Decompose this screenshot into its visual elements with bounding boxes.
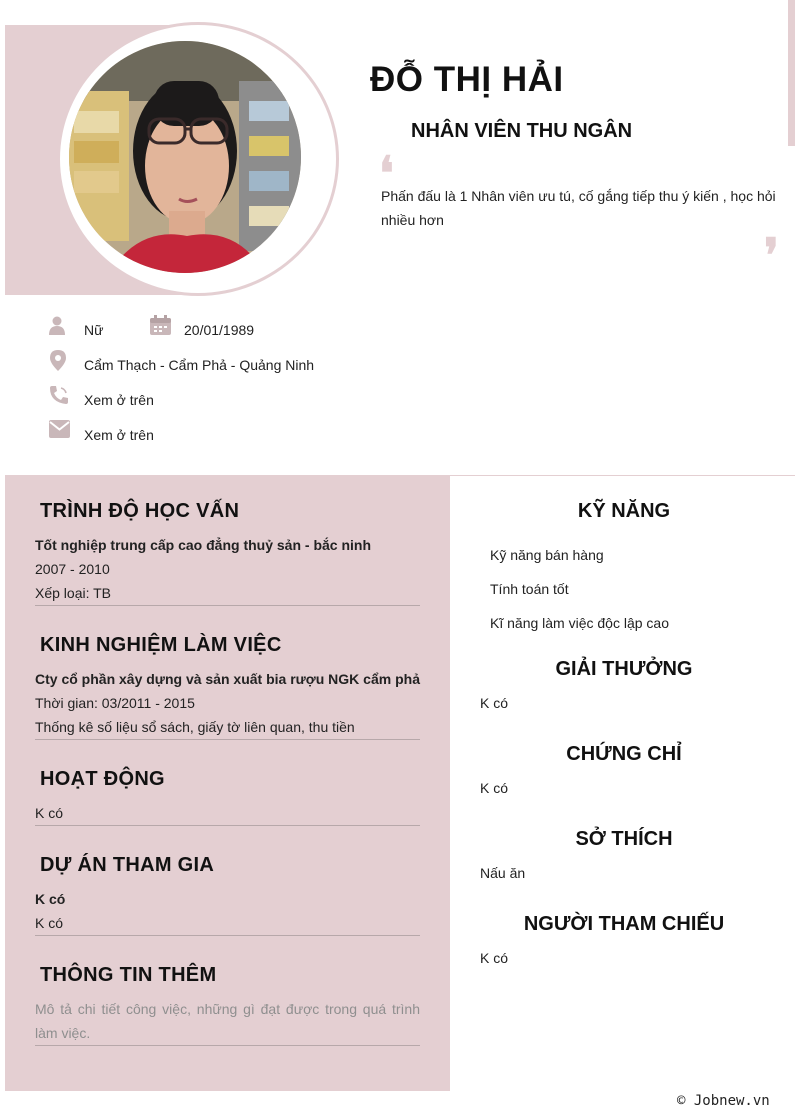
education-rule xyxy=(35,605,420,606)
education-grade: Xếp loại: TB xyxy=(35,585,112,601)
additional-placeholder[interactable]: Mô tả chi tiết công việc, những gì đạt được trong quá trình làm việc. xyxy=(35,1001,420,1041)
footer-copyright[interactable]: © Jobnew.vn xyxy=(677,1093,770,1109)
experience-rule xyxy=(35,739,420,740)
gender-value: Nữ xyxy=(84,322,104,338)
skill-item: Tính toán tốt xyxy=(490,581,569,597)
quote-close-icon: ❜ xyxy=(764,228,779,282)
phone-value: Xem ở trên xyxy=(84,392,154,408)
projects-name: K có xyxy=(35,891,66,907)
experience-period: Thời gian: 03/2011 - 2015 xyxy=(35,695,195,711)
projects-text: K có xyxy=(35,915,64,931)
certificates-text: K có xyxy=(480,780,509,796)
calendar-icon xyxy=(150,315,171,340)
activities-rule xyxy=(35,825,420,826)
references-title: NGƯỜI THAM CHIẾU xyxy=(523,913,725,935)
activities-text: K có xyxy=(35,805,64,821)
education-period: 2007 - 2010 xyxy=(35,561,110,577)
user-icon xyxy=(49,316,65,341)
career-objective: Phấn đấu là 1 Nhân viên ưu tú, cố gắng tiếp thu ý kiến , học hỏi nhiều hơn xyxy=(381,188,776,228)
education-title: TRÌNH ĐỘ HỌC VẤN xyxy=(40,500,240,522)
location-pin-icon xyxy=(50,350,66,376)
experience-title: KINH NGHIỆM LÀM VIỆC xyxy=(40,634,282,656)
education-school: Tốt nghiệp trung cấp cao đẳng thuỷ sản - bắc ninh xyxy=(35,537,372,553)
email-value: Xem ở trên xyxy=(84,427,154,443)
awards-text: K có xyxy=(480,695,509,711)
experience-description: Thống kê số liệu sổ sách, giấy tờ liên quan, thu tiền xyxy=(35,719,355,735)
certificates-title: CHỨNG CHỈ xyxy=(566,743,682,765)
additional-rule xyxy=(35,1045,420,1046)
address-value: Cẩm Thạch - Cẩm Phả - Quảng Ninh xyxy=(84,357,315,373)
skills-title: KỸ NĂNG xyxy=(577,500,671,522)
avatar-photo xyxy=(69,41,301,273)
awards-title: GIẢI THƯỞNG xyxy=(555,658,693,680)
experience-company: Cty cổ phần xây dựng và sản xuất bia rượu NGK cẩm phả xyxy=(35,671,420,687)
projects-rule xyxy=(35,935,420,936)
references-text: K có xyxy=(480,950,509,966)
email-icon xyxy=(49,420,70,443)
skill-item: Kỹ năng bán hàng xyxy=(490,547,604,563)
candidate-name: ĐỖ THỊ HẢI xyxy=(370,60,564,99)
projects-title: DỰ ÁN THAM GIA xyxy=(40,854,215,876)
skill-item: Kĩ năng làm việc độc lập cao xyxy=(490,615,669,631)
activities-title: HOẠT ĐỘNG xyxy=(40,768,165,790)
hobbies-text: Nấu ăn xyxy=(480,865,526,881)
quote-open-icon: ❛ xyxy=(379,146,394,200)
hobbies-title: SỞ THÍCH xyxy=(575,828,673,850)
dob-value: 20/01/1989 xyxy=(184,322,255,338)
job-title: NHÂN VIÊN THU NGÂN xyxy=(411,120,633,142)
additional-title: THÔNG TIN THÊM xyxy=(40,964,217,986)
phone-icon xyxy=(49,385,69,410)
right-accent-strip xyxy=(788,0,795,146)
